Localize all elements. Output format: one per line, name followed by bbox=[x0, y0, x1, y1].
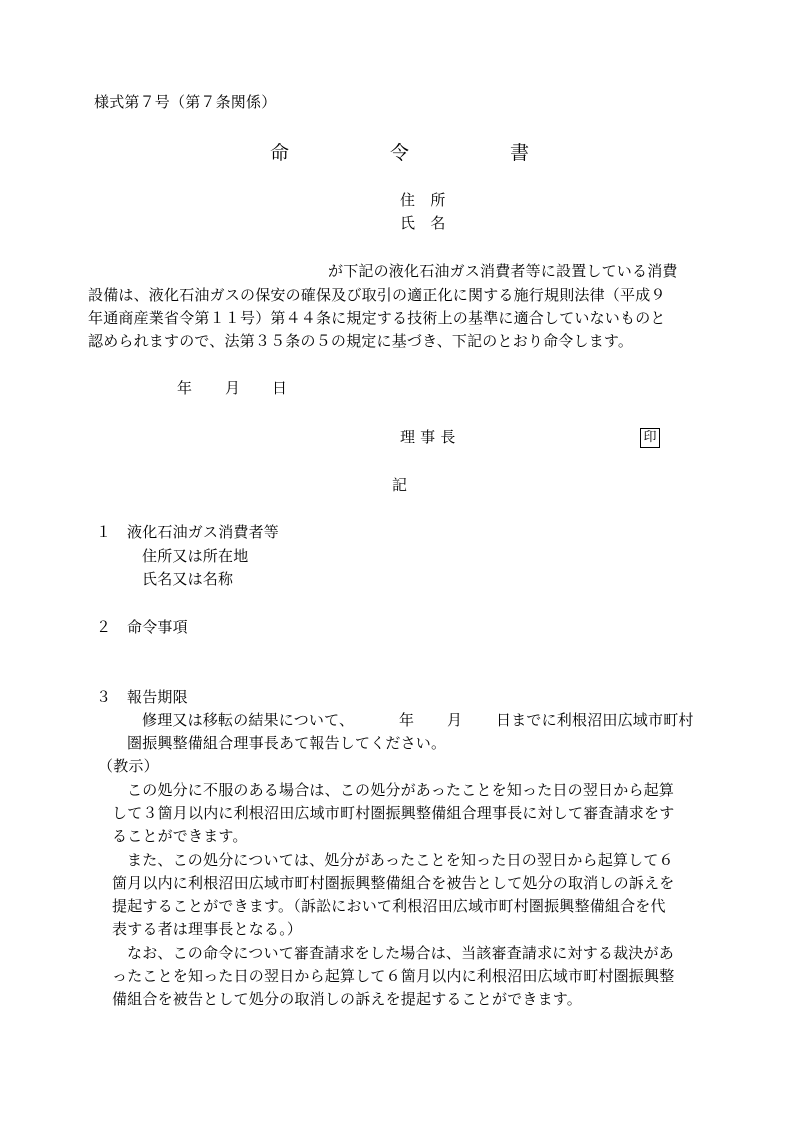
notice-line-2: して３箇月以内に利根沼田広域市町村圏振興整備組合理事長に対して審査請求をす bbox=[112, 804, 675, 822]
body-line-2: 設備は、液化石油ガスの保安の確保及び取引の適正化に関する施行規則法律（平成９ bbox=[88, 286, 666, 304]
item3-number: ３ bbox=[96, 688, 112, 706]
item1-number: １ bbox=[96, 523, 112, 541]
notice-line-10: 備組合を被告として処分の取消しの訴えを提起することができます。 bbox=[112, 990, 583, 1008]
body-line-4: 認められますので、法第３５条の５の規定に基づき、下記のとおり命令します。 bbox=[88, 332, 634, 350]
item3-line2: 圏振興整備組合理事長あて報告してください。 bbox=[127, 734, 447, 752]
notice-line-6: 提起することができます。（訴訟において利根沼田広域市町村圏振興整備組合を代 bbox=[112, 897, 666, 915]
date-day: 日 bbox=[272, 379, 288, 397]
title-char-3: 書 bbox=[510, 142, 530, 164]
notice-line-7: 表する者は理事長となる。） bbox=[112, 920, 303, 938]
item2-label: 命令事項 bbox=[127, 618, 188, 636]
body-line-3: 年通商産業省令第１１号）第４４条に規定する技術上の基準に適合していないものと bbox=[88, 309, 666, 327]
name-label: 氏 名 bbox=[400, 214, 446, 232]
title-char-1: 命 bbox=[270, 142, 290, 164]
issuer-title: 理 事 長 bbox=[400, 428, 456, 446]
notice-line-1: この処分に不服のある場合は、この処分があったことを知った日の翌日から起算 bbox=[127, 781, 675, 799]
item1-sub2: 氏名又は名称 bbox=[142, 570, 234, 588]
item3-label: 報告期限 bbox=[127, 688, 188, 706]
address-label: 住 所 bbox=[400, 191, 446, 209]
item1-label: 液化石油ガス消費者等 bbox=[127, 523, 280, 541]
notice-line-9: ったことを知った日の翌日から起算して６箇月以内に利根沼田広域市町村圏振興整 bbox=[112, 967, 675, 985]
item3-line1-b: 日までに利根沼田広域市町村 bbox=[496, 711, 694, 729]
notice-line-3: ることができます。 bbox=[112, 827, 248, 845]
item3-line1-a: 修理又は移転の結果について、 bbox=[142, 711, 355, 729]
title-char-2: 令 bbox=[390, 142, 410, 164]
body-line-1: が下記の液化石油ガス消費者等に設置している消費 bbox=[328, 262, 678, 280]
notice-heading: （教示） bbox=[98, 757, 159, 775]
date-month: 月 bbox=[225, 379, 241, 397]
form-number: 様式第７号（第７条関係） bbox=[94, 93, 277, 111]
item1-sub1: 住所又は所在地 bbox=[142, 547, 249, 565]
notice-line-8: なお、この命令について審査請求をした場合は、当該審査請求に対する裁決があ bbox=[127, 944, 674, 962]
notice-line-5: 箇月以内に利根沼田広域市町村圏振興整備組合を被告として処分の取消しの訴えを bbox=[112, 874, 675, 892]
item3-line1-month: 月 bbox=[447, 711, 463, 729]
item2-number: ２ bbox=[96, 618, 112, 636]
item3-line1-year: 年 bbox=[399, 711, 415, 729]
seal-mark: 印 bbox=[640, 428, 660, 448]
notice-line-4: また、この処分については、処分があったことを知った日の翌日から起算して６ bbox=[127, 851, 674, 869]
date-year: 年 bbox=[177, 379, 193, 397]
ki-heading: 記 bbox=[392, 476, 408, 494]
